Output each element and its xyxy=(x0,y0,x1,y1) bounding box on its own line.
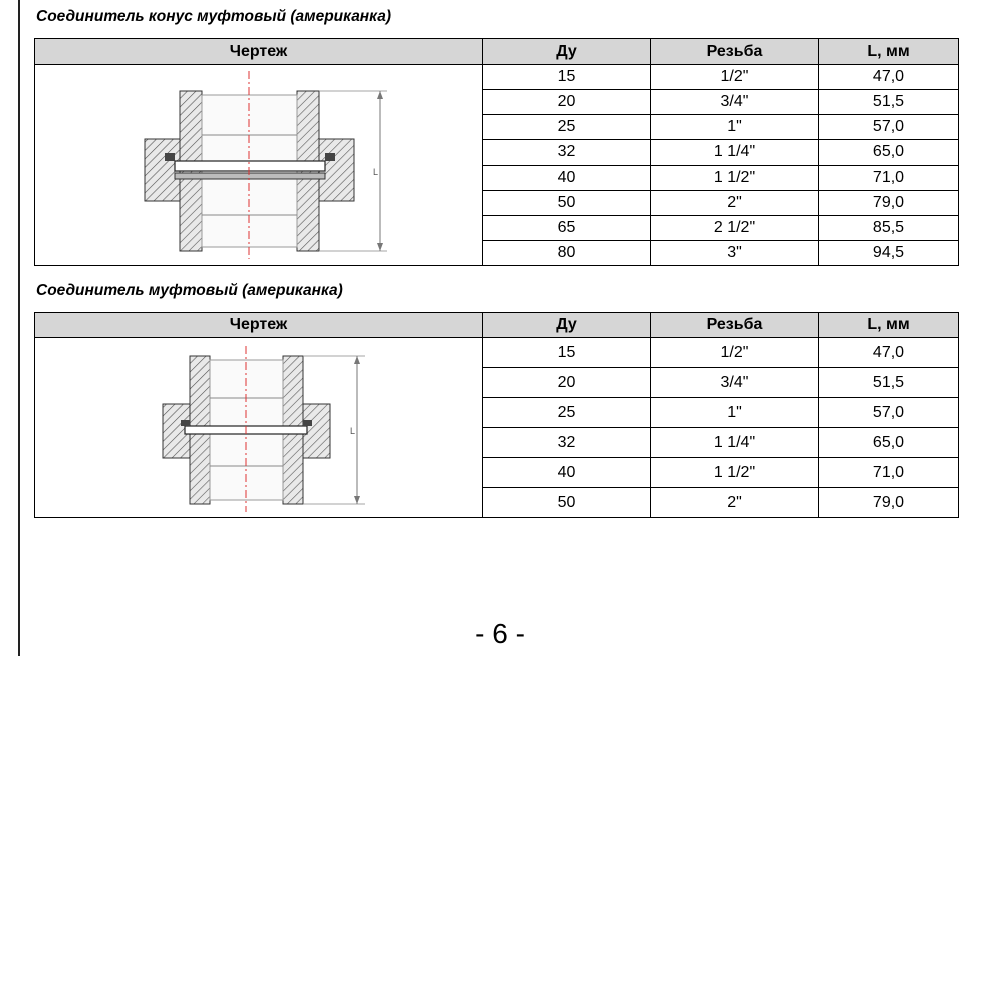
cell-du: 25 xyxy=(483,398,651,428)
cell-du: 32 xyxy=(483,428,651,458)
cell-du: 50 xyxy=(483,190,651,215)
cell-du: 40 xyxy=(483,458,651,488)
cell-thread: 2 1/2" xyxy=(651,215,819,240)
cell-thread: 1 1/2" xyxy=(651,165,819,190)
cell-length: 47,0 xyxy=(819,338,959,368)
cell-du: 80 xyxy=(483,240,651,265)
cell-du: 40 xyxy=(483,165,651,190)
cell-length: 57,0 xyxy=(819,398,959,428)
drawing-cell xyxy=(35,338,483,518)
page-number: - 6 - xyxy=(475,618,525,649)
cell-length: 47,0 xyxy=(819,65,959,90)
left-margin-rule xyxy=(18,0,20,656)
cell-length: 65,0 xyxy=(819,140,959,165)
header-thread: Резьба xyxy=(651,39,819,65)
spec-table-cone-union xyxy=(34,38,959,266)
cell-thread: 1" xyxy=(651,115,819,140)
cell-du: 25 xyxy=(483,115,651,140)
cell-du: 20 xyxy=(483,368,651,398)
header-thread: Резьба xyxy=(651,313,819,338)
cell-thread: 1 1/4" xyxy=(651,428,819,458)
drawing-cell xyxy=(35,65,483,266)
cell-thread: 1/2" xyxy=(651,338,819,368)
cell-thread: 3/4" xyxy=(651,368,819,398)
table-header-row xyxy=(35,39,959,65)
header-du: Ду xyxy=(483,39,651,65)
header-drawing: Чертеж xyxy=(35,313,483,338)
header-length: L, мм xyxy=(819,313,959,338)
cell-thread: 1 1/2" xyxy=(651,458,819,488)
cell-length: 85,5 xyxy=(819,215,959,240)
cone-union-drawing xyxy=(35,65,481,265)
cell-length: 71,0 xyxy=(819,458,959,488)
cell-thread: 3" xyxy=(651,240,819,265)
cell-length: 79,0 xyxy=(819,488,959,518)
header-drawing: Чертеж xyxy=(35,39,483,65)
cell-length: 71,0 xyxy=(819,165,959,190)
cell-length: 94,5 xyxy=(819,240,959,265)
cell-du: 32 xyxy=(483,140,651,165)
table-row xyxy=(35,338,959,368)
spec-table-union xyxy=(34,312,959,518)
dimension-label: L xyxy=(350,425,356,436)
cell-du: 50 xyxy=(483,488,651,518)
cell-du: 15 xyxy=(483,65,651,90)
table-header-row xyxy=(35,313,959,338)
dimension-label: L xyxy=(373,167,379,177)
cell-du: 65 xyxy=(483,215,651,240)
cell-thread: 1" xyxy=(651,398,819,428)
section-title-cone-union: Соединитель конус муфтовый (американка) xyxy=(36,8,392,25)
cell-thread: 2" xyxy=(651,488,819,518)
cell-length: 65,0 xyxy=(819,428,959,458)
cell-length: 51,5 xyxy=(819,90,959,115)
cell-thread: 3/4" xyxy=(651,90,819,115)
cell-length: 79,0 xyxy=(819,190,959,215)
section-title-union: Соединитель муфтовый (американка) xyxy=(36,282,343,299)
cell-du: 20 xyxy=(483,90,651,115)
cell-length: 51,5 xyxy=(819,368,959,398)
union-drawing xyxy=(35,340,481,516)
cell-length: 57,0 xyxy=(819,115,959,140)
header-length: L, мм xyxy=(819,39,959,65)
cell-thread: 2" xyxy=(651,190,819,215)
header-du: Ду xyxy=(483,313,651,338)
cell-thread: 1/2" xyxy=(651,65,819,90)
cell-thread: 1 1/4" xyxy=(651,140,819,165)
cell-du: 15 xyxy=(483,338,651,368)
table-row xyxy=(35,65,959,90)
